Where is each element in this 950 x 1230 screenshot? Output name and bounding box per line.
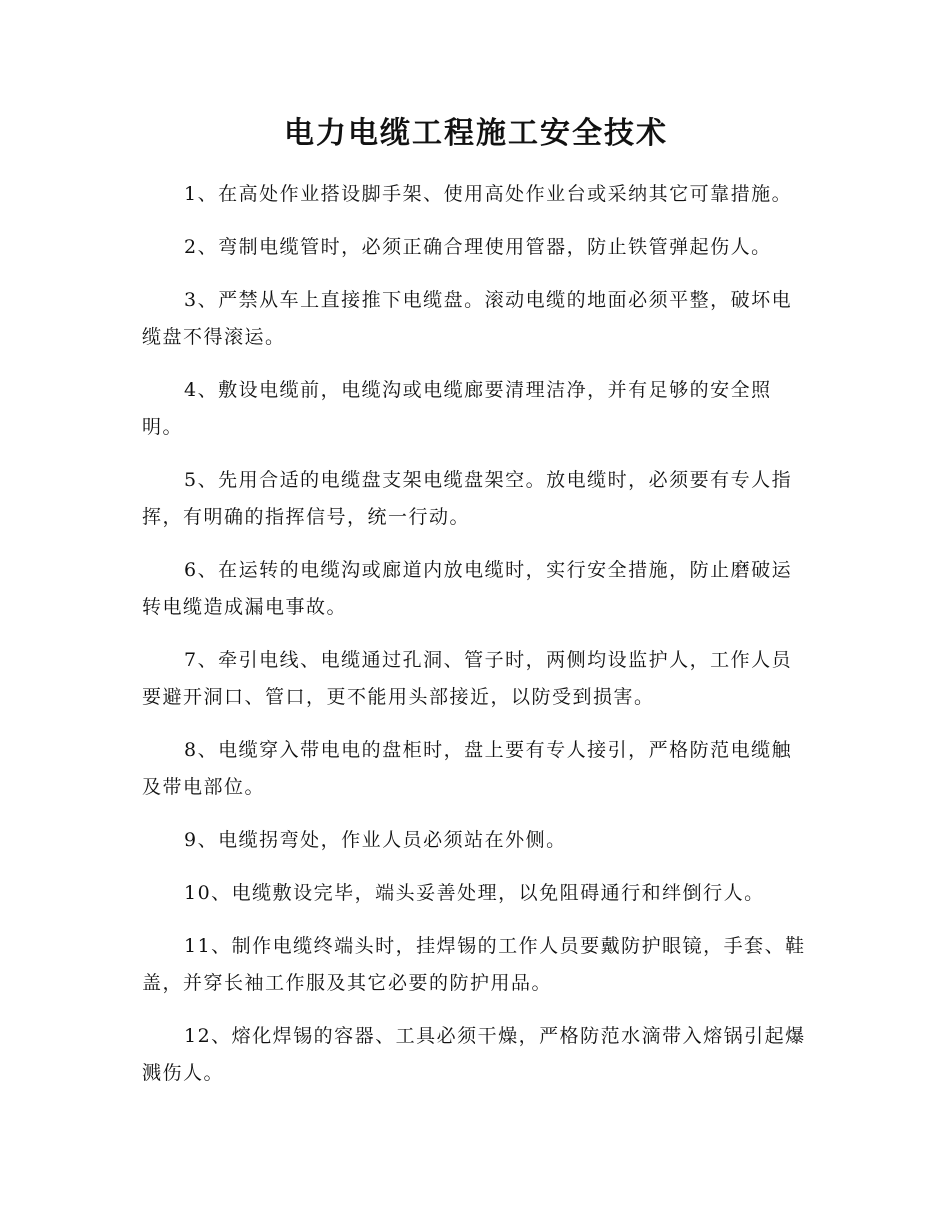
list-item: 10、电缆敷设完毕，端头妥善处理，以免阻碍通行和绊倒行人。 xyxy=(184,882,765,904)
list-item: 2、弯制电缆管时，必须正确合理使用管器，防止铁管弹起伤人。 xyxy=(184,236,772,258)
list-item: 5、先用合适的电缆盘支架电缆盘架空。放电缆时，必须要有专人指挥，有明确的指挥信号，统一行动。 xyxy=(142,469,793,528)
list-item: 8、电缆穿入带电电的盘柜时，盘上要有专人接引，严格防范电缆触及带电部位。 xyxy=(142,739,793,798)
safety-item-list xyxy=(142,176,810,1092)
list-item: 4、敷设电缆前，电缆沟或电缆廊要清理洁净，并有足够的安全照明。 xyxy=(142,379,772,438)
list-item: 11、制作电缆终端头时，挂焊锡的工作人员要戴防护眼镜，手套、鞋盖，并穿长袖工作服及其它必要的防护用品。 xyxy=(142,935,806,994)
list-item: 12、熔化焊锡的容器、工具必须干燥，严格防范水滴带入熔锅引起爆溅伤人。 xyxy=(142,1025,806,1084)
list-item: 9、电缆拐弯处，作业人员必须站在外侧。 xyxy=(184,829,567,851)
list-item: 1、在高处作业搭设脚手架、使用高处作业台或采纳其它可靠措施。 xyxy=(184,183,793,205)
page-title: 电力电缆工程施工安全技术 xyxy=(284,116,668,151)
list-item: 7、牵引电线、电缆通过孔洞、管子时，两侧均设监护人，工作人员要避开洞口、管口，更不能用头部接近，以防受到损害。 xyxy=(142,649,793,708)
list-item: 6、在运转的电缆沟或廊道内放电缆时，实行安全措施，防止磨破运转电缆造成漏电事故。 xyxy=(142,559,793,618)
list-item: 3、严禁从车上直接推下电缆盘。滚动电缆的地面必须平整，破坏电缆盘不得滚运。 xyxy=(142,289,793,348)
